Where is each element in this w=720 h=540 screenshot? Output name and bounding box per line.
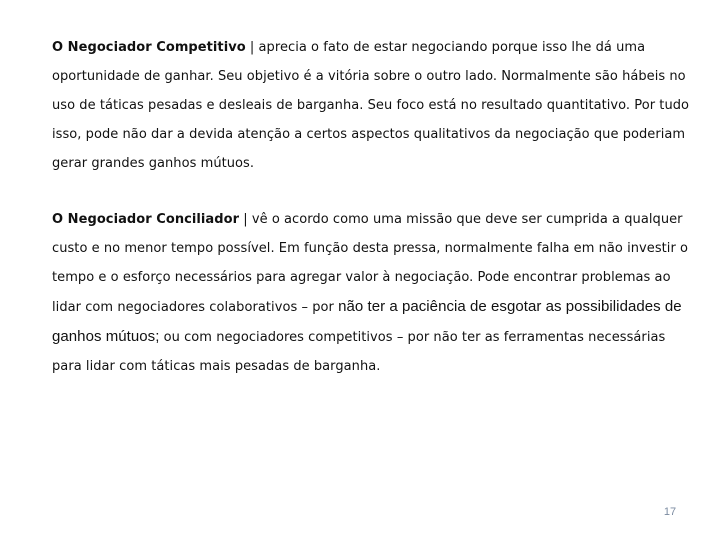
paragraph-text: vê o acordo como uma missão que deve ser cumprida a qualquer custo e no menor tempo possível. Em função desta pressa, normalmente falha em não investir o tempo e o esforço necessários para agregar valor à negociação. Pode encontrar problemas ao lidar com negociadores colaborativos – por xyxy=(52,212,689,315)
paragraph-text: ou com negociadores competitivos – por não ter as ferramentas necessárias para lidar com táticas mais pesadas de barganha. xyxy=(52,330,666,374)
paragraph-separator: | xyxy=(239,212,252,227)
paragraph-separator: | xyxy=(245,40,259,55)
paragraph-lead: O Negociador Conciliador xyxy=(52,212,240,227)
paragraph-text-alt-font: não ter a paciência de esgotar as possibilidades de ganhos mútuos; xyxy=(52,298,682,345)
paragraph-text: aprecia o fato de estar negociando porque isso lhe dá uma oportunidade de ganhar. Seu objetivo é a vitória sobre o outro lado. Normalmente são hábeis no uso de táticas pesadas e desleais de barganha. Seu foco está no resultado quantitativo. Por tudo isso, pode não dar a devida atenção a certos aspectos qualitativos da negociação que poderiam gerar grandes ganhos mútuos. xyxy=(52,40,690,171)
page-number: 17 xyxy=(663,506,677,518)
paragraph-conciliator-negotiator xyxy=(52,205,692,381)
paragraph-lead: O Negociador Competitivo xyxy=(52,40,246,55)
paragraph-competitive-negotiator xyxy=(52,33,692,178)
